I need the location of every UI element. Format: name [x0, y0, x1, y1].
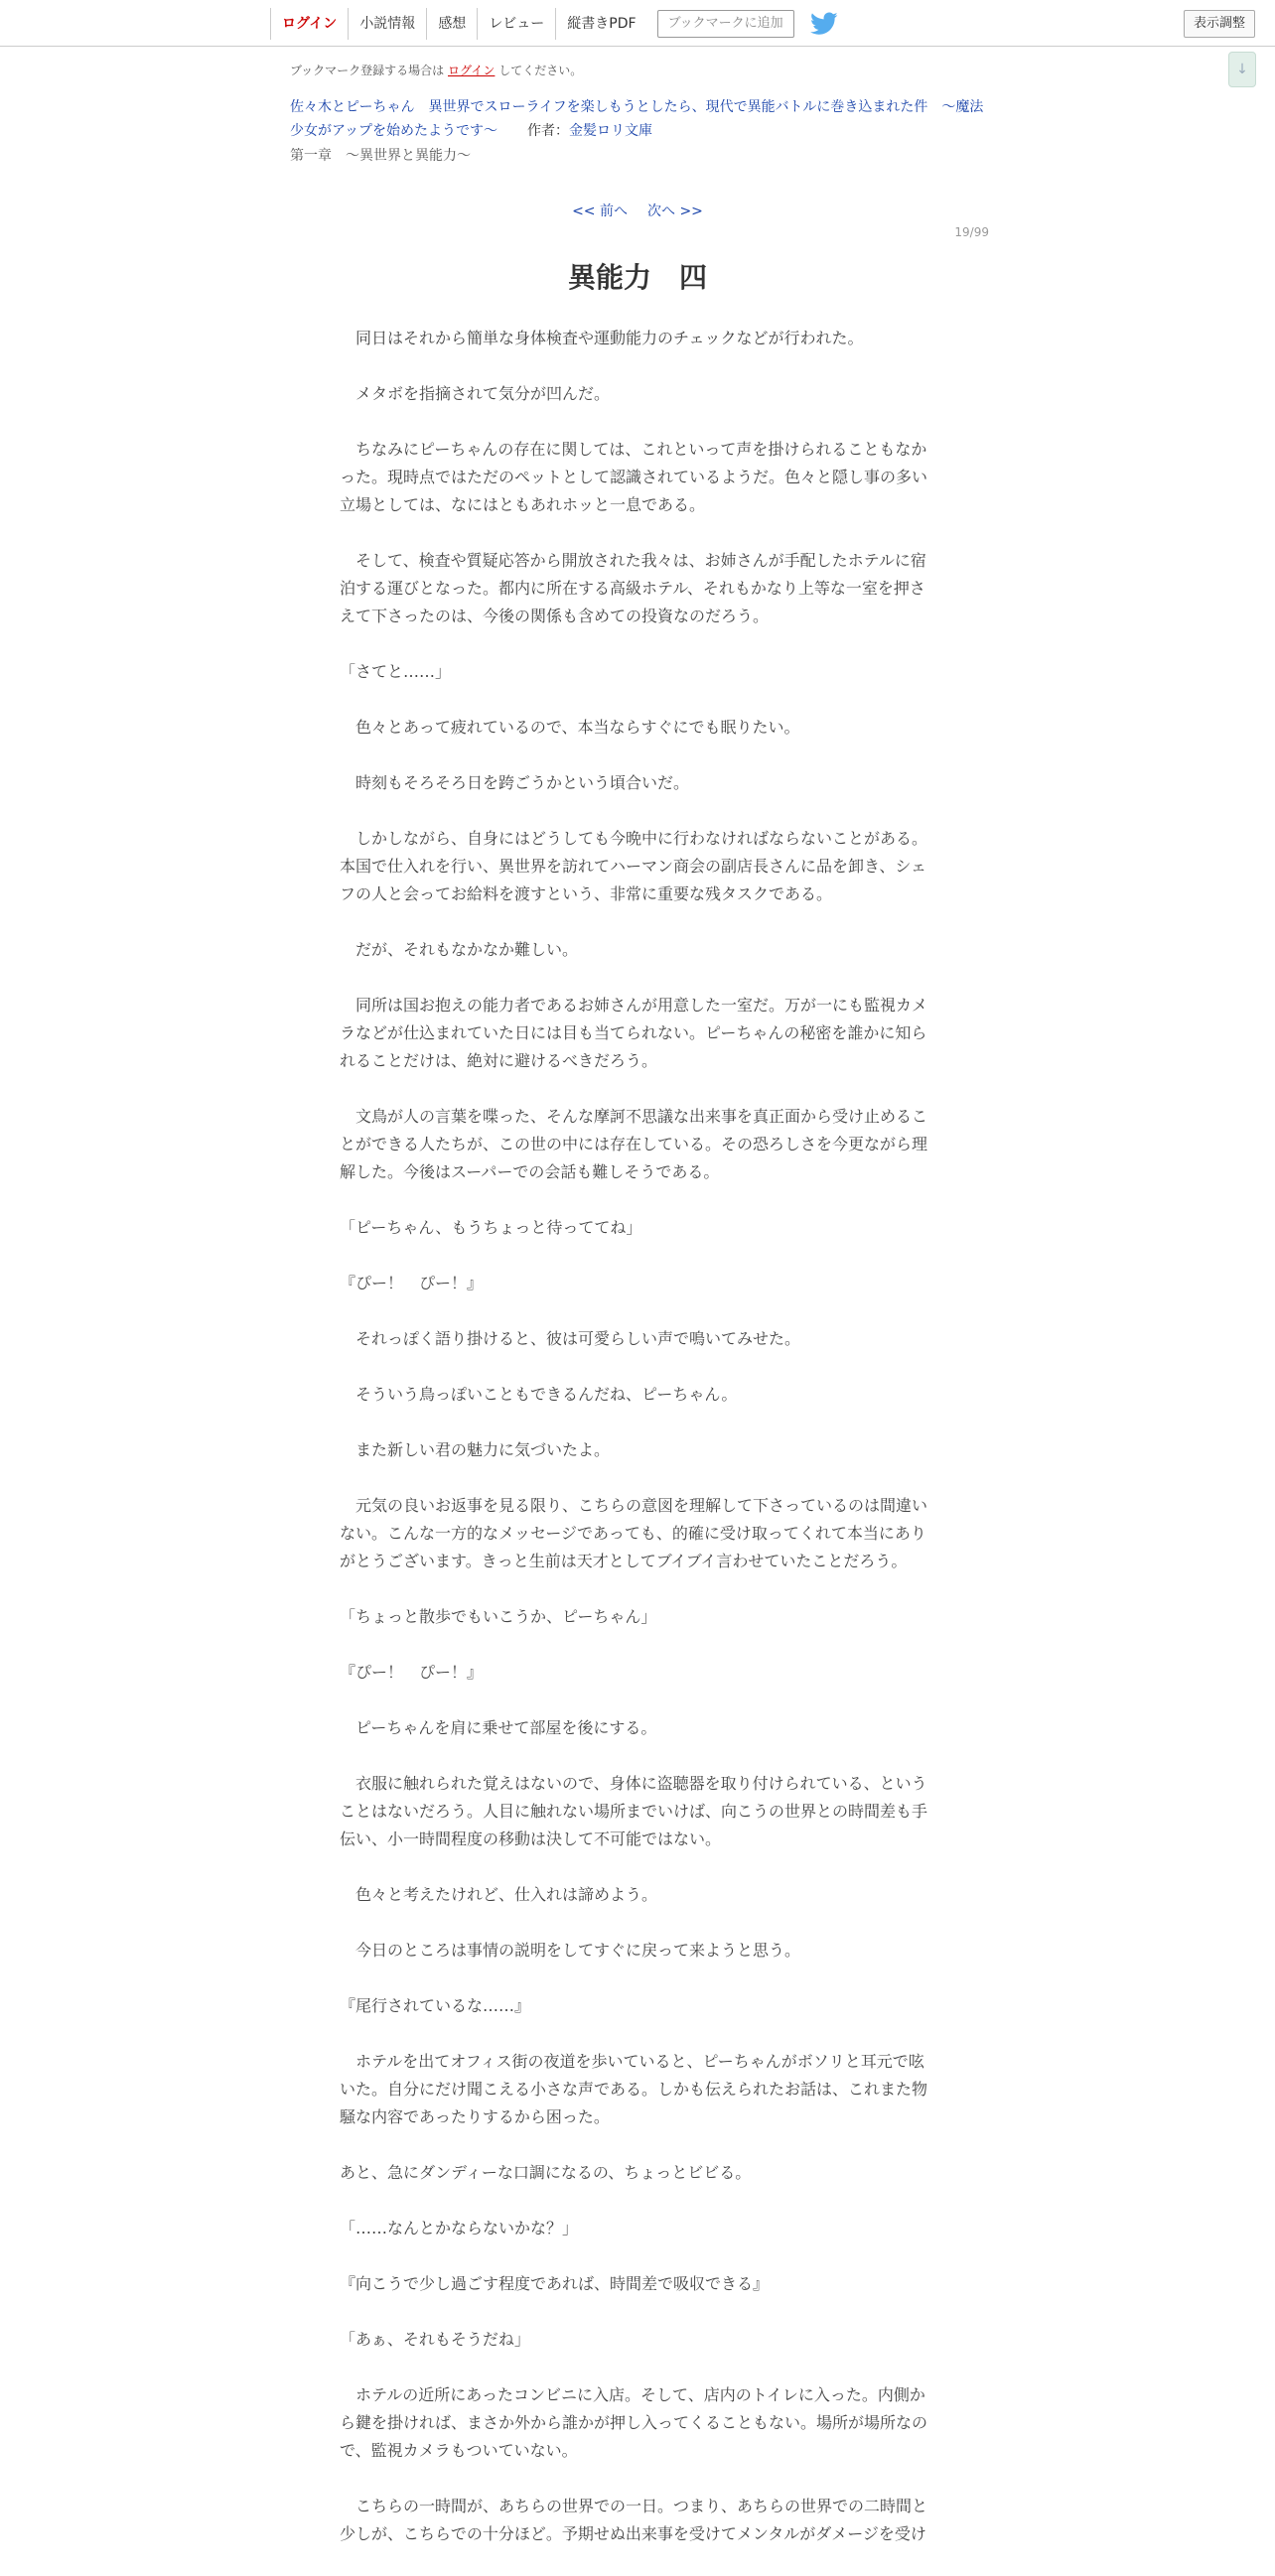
body-paragraph: 同所は国お抱えの能力者であるお姉さんが用意した一室だ。万が一にも監視カメラなどが仕込まれていた日には目も当てられない。ピーちゃんの秘密を誰かに知られることだけは、絶対に避けるべきだろう。	[340, 996, 928, 1070]
nav-novel-info-link[interactable]: 小説情報	[348, 8, 426, 40]
body-paragraph: 今日のところは事情の説明をしてすぐに戻って来ようと思う。	[340, 1941, 801, 1960]
bookmark-notice	[290, 62, 582, 78]
nav-login-link[interactable]: ログイン	[270, 8, 348, 40]
add-bookmark-button[interactable]: ブックマークに追加	[657, 10, 794, 38]
pager	[0, 201, 1275, 220]
series-title-link[interactable]: 佐々木とピーちゃん 異世界でスローライフを楽しもうとしたら、現代で異能バトルに巻き込まれた件 ～魔法少女がアップを始めたようです～	[290, 99, 984, 139]
body-paragraph: 色々と考えたけれど、仕入れは諦めよう。	[340, 1885, 658, 1904]
body-paragraph: 色々とあって疲れているので、本当ならすぐにでも眠りたい。	[340, 718, 800, 737]
episode-title: 異能力 四	[567, 261, 707, 294]
body-paragraph: ホテルを出てオフィス街の夜道を歩いていると、ピーちゃんがボソリと耳元で呟いた。自分にだけ聞こえる小さな声である。しかも伝えられたお話は、これまた物騒な内容であったりするから困った。	[340, 2052, 928, 2126]
body-paragraph: 文鳥が人の言葉を喋った、そんな摩訶不思議な出来事を真正面から受け止めることができる人たちが、この世の中には存在している。その恐ろしさを今更ながら理解した。今後はスーパーでの会話も難しそうである。	[340, 1107, 928, 1181]
bookmark-notice-text: ブックマーク登録する場合は	[290, 64, 445, 77]
main-nav	[270, 8, 838, 40]
body-paragraph: 「……なんとかならないかな？」	[340, 2219, 579, 2237]
body-paragraph: 元気の良いお返事を見る限り、こちらの意図を理解して下さっているのは間違いない。こんな一方的なメッセージであっても、的確に受け取ってくれて本当にありがとうございます。きっと生前は天才としてブイブイ言わせていたことだろう。	[340, 1496, 928, 1570]
body-paragraph: あと、急にダンディーな口調になるの、ちょっとビビる。	[340, 2163, 752, 2182]
body-paragraph: 『尾行されているな……』	[340, 1996, 531, 2015]
body-paragraph: そして、検査や質疑応答から開放された我々は、お姉さんが手配したホテルに宿泊する運びとなった。都内に所在する高級ホテル、それもかなり上等な一室を押さえて下さったのは、今後の関係も含めての投資なのだろう。	[340, 551, 926, 625]
nav-review-link[interactable]: レビュー	[477, 8, 555, 40]
author-link[interactable]: 金髪ロリ文庫	[569, 123, 653, 139]
body-paragraph: メタボを指摘されて気分が凹んだ。	[340, 384, 611, 403]
scroll-down-tab[interactable]: ↓	[1228, 52, 1256, 87]
body-paragraph: 「ピーちゃん、もうちょっと待っててね」	[340, 1218, 642, 1237]
bookmark-login-link[interactable]: ログイン	[448, 64, 496, 77]
body-paragraph: そういう鳥っぽいこともできるんだね、ピーちゃん。	[340, 1385, 738, 1404]
body-paragraph: 『ぴー！ ぴー！』	[340, 1663, 484, 1682]
body-paragraph: 時刻もそろそろ日を跨ごうかという頃合いだ。	[340, 773, 690, 792]
author-label: 作者：	[527, 123, 570, 139]
body-paragraph: ホテルの近所にあったコンビニに入店。そして、店内のトイレに入った。内側から鍵を掛ければ、まさか外から誰かが押し入ってくることもない。場所が場所なので、監視カメラもついていない。	[340, 2385, 928, 2460]
body-paragraph: ちなみにピーちゃんの存在に関しては、これといって声を掛けられることもなかった。現時点ではただのペットとして認識されているようだ。色々と隠し事の多い立場としては、なにはともあれホッと一息である。	[340, 440, 928, 514]
body-paragraph: 衣服に触れられた覚えはないので、身体に盗聴器を取り付けられている、ということはないだろう。人目に触れない場所までいけば、向こうの世界との時間差も手伝い、小一時間程度の移動は決して不可能ではない。	[340, 1774, 928, 1848]
body-paragraph: しかしながら、自身にはどうしても今晩中に行わなければならないことがある。本国で仕入れを行い、異世界を訪れてハーマン商会の副店長さんに品を卸き、シェフの人と会ってお給料を渡すという、非常に重要な残タスクである。	[340, 829, 928, 903]
series-info	[290, 95, 995, 143]
body-paragraph: 『向こうで少し過ごす程度であれば、時間差で吸収できる』	[340, 2274, 770, 2293]
prev-page-link[interactable]: << 前へ	[572, 203, 628, 219]
nav-vertical-pdf-link[interactable]: 縦書きPDF	[555, 8, 646, 40]
next-page-link[interactable]: 次へ >>	[647, 203, 703, 219]
twitter-bird-icon[interactable]	[810, 12, 838, 36]
body-paragraph: また新しい君の魅力に気づいたよ。	[340, 1440, 611, 1459]
body-paragraph: 「さてと……」	[340, 662, 452, 681]
body-paragraph: こちらの一時間が、あちらの世界での一日。つまり、あちらの世界での二時間と少しが、こちらでの十分ほど。予期せぬ出来事を受けてメンタルがダメージを受け	[340, 2497, 928, 2543]
chapter-title: 第一章 ～異世界と異能力～	[290, 148, 471, 164]
body-paragraph: それっぽく語り掛けると、彼は可愛らしい声で鳴いてみせた。	[340, 1329, 801, 1348]
bookmark-notice-tail: してください。	[498, 64, 583, 77]
body-paragraph: ピーちゃんを肩に乗せて部屋を後にする。	[340, 1718, 657, 1737]
body-paragraph: 同日はそれから簡単な身体検査や運動能力のチェックなどが行われた。	[340, 329, 864, 347]
novel-body	[340, 325, 935, 2576]
body-paragraph: 「ちょっと散歩でもいこうか、ピーちゃん」	[340, 1607, 657, 1626]
display-settings-button[interactable]: 表示調整	[1184, 10, 1255, 38]
body-paragraph: 「あぁ、それもそうだね」	[340, 2330, 530, 2349]
body-paragraph: だが、それもなかなか難しい。	[340, 940, 579, 959]
nav-impressions-link[interactable]: 感想	[426, 8, 477, 40]
body-paragraph: 『ぴー！ ぴー！』	[340, 1274, 484, 1292]
top-nav-bar	[0, 0, 1275, 47]
page-number: 19/99	[954, 225, 989, 239]
